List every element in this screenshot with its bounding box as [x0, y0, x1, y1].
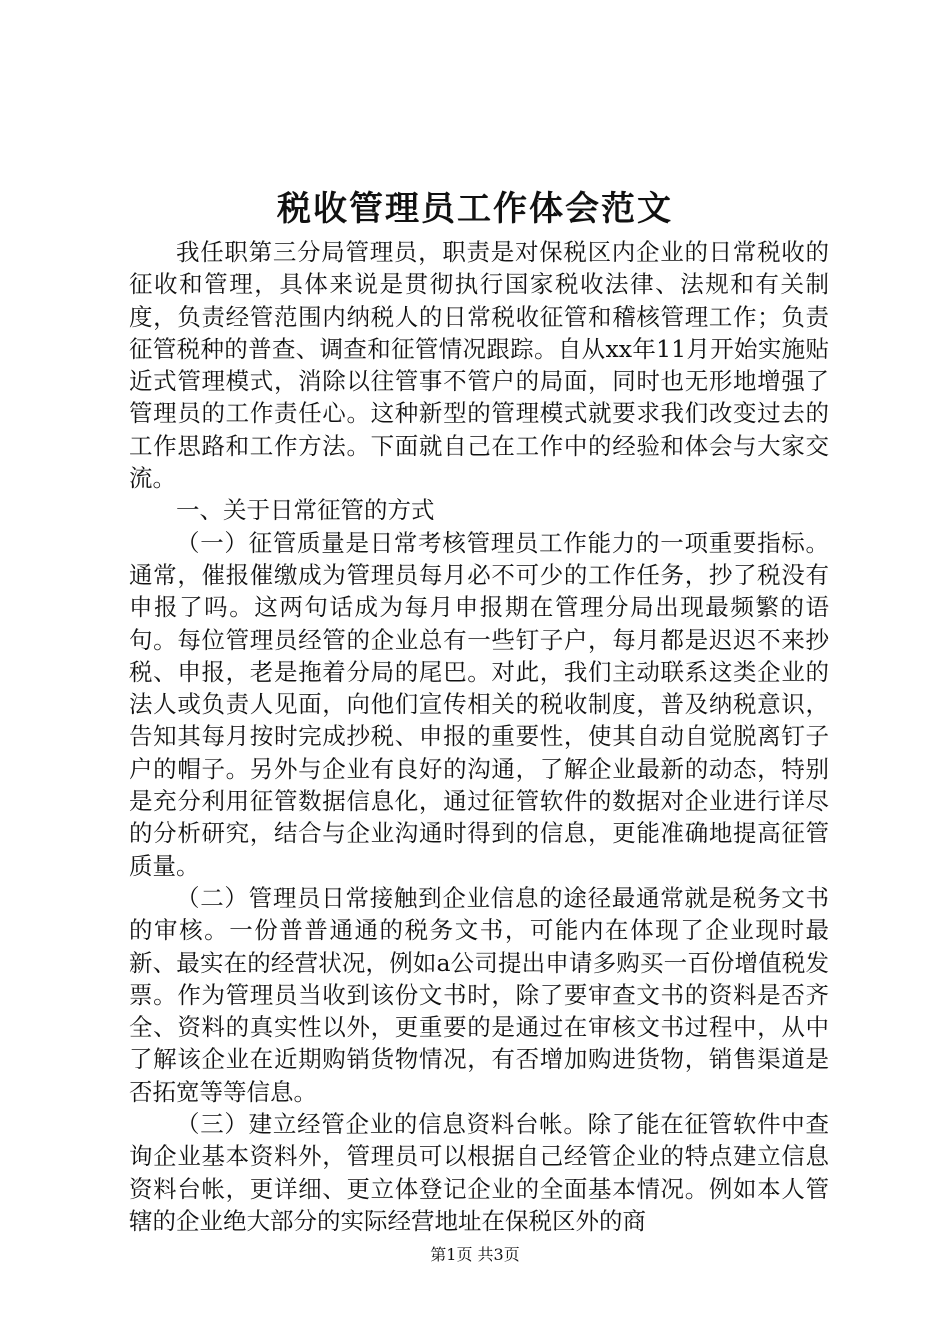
- paragraph-item-3: （三）建立经管企业的信息资料台帐。除了能在征管软件中查询企业基本资料外，管理员可以根据自己经管企业的特点建立信息资料台帐，更详细、更立体登记企业的全面基本情况。例如本人管辖的企业绝大部分的实际经营地址在保税区外的商: [129, 1110, 829, 1235]
- section-heading: 一、关于日常征管的方式: [176, 496, 435, 525]
- document-body: [129, 236, 829, 1237]
- document-title: 税收管理员工作体会范文: [277, 189, 673, 229]
- paragraph-intro: 我任职第三分局管理员，职责是对保税区内企业的日常税收的征收和管理，具体来说是贯彻执行国家税收法律、法规和有关制度，负责经管范围内纳税人的日常税收征管和稽核管理工作；负责征管税种的普查、调查和征管情况跟踪。自从xx年11月开始实施贴近式管理模式，消除以往管事不管户的局面，同时也无形地增强了管理员的工作责任心。这种新型的管理模式就要求我们改变过去的工作思路和工作方法。下面就自己在工作中的经验和体会与大家交流。: [129, 238, 829, 493]
- page-footer: 第1页 共3页: [430, 1245, 520, 1264]
- paragraph-item-2: （二）管理员日常接触到企业信息的途径最通常就是税务文书的审核。一份普普通通的税务文书，可能内在体现了企业现时最新、最实在的经营状况，例如a公司提出申请多购买一百份增值税发票。作为管理员当收到该份文书时，除了要审查文书的资料是否齐全、资料的真实性以外，更重要的是通过在审核文书过程中，从中了解该企业在近期购销货物情况，有否增加购进货物，销售渠道是否拓宽等等信息。: [129, 883, 829, 1106]
- paragraph-item-1: （一）征管质量是日常考核管理员工作能力的一项重要指标。通常，催报催缴成为管理员每月必不可少的工作任务，抄了税没有申报了吗。这两句话成为每月申报期在管理分局出现最频繁的语句。每位管理员经管的企业总有一些钉子户，每月都是迟迟不来抄税、申报，老是拖着分局的尾巴。对此，我们主动联系这类企业的法人或负责人见面，向他们宣传相关的税收制度，普及纳税意识，告知其每月按时完成抄税、申报的重要性，使其自动自觉脱离钉子户的帽子。另外与企业有良好的沟通，了解企业最新的动态，特别是充分利用征管数据信息化，通过征管软件的数据对企业进行详尽的分析研究，结合与企业沟通时得到的信息，更能准确地提高征管质量。: [129, 528, 829, 880]
